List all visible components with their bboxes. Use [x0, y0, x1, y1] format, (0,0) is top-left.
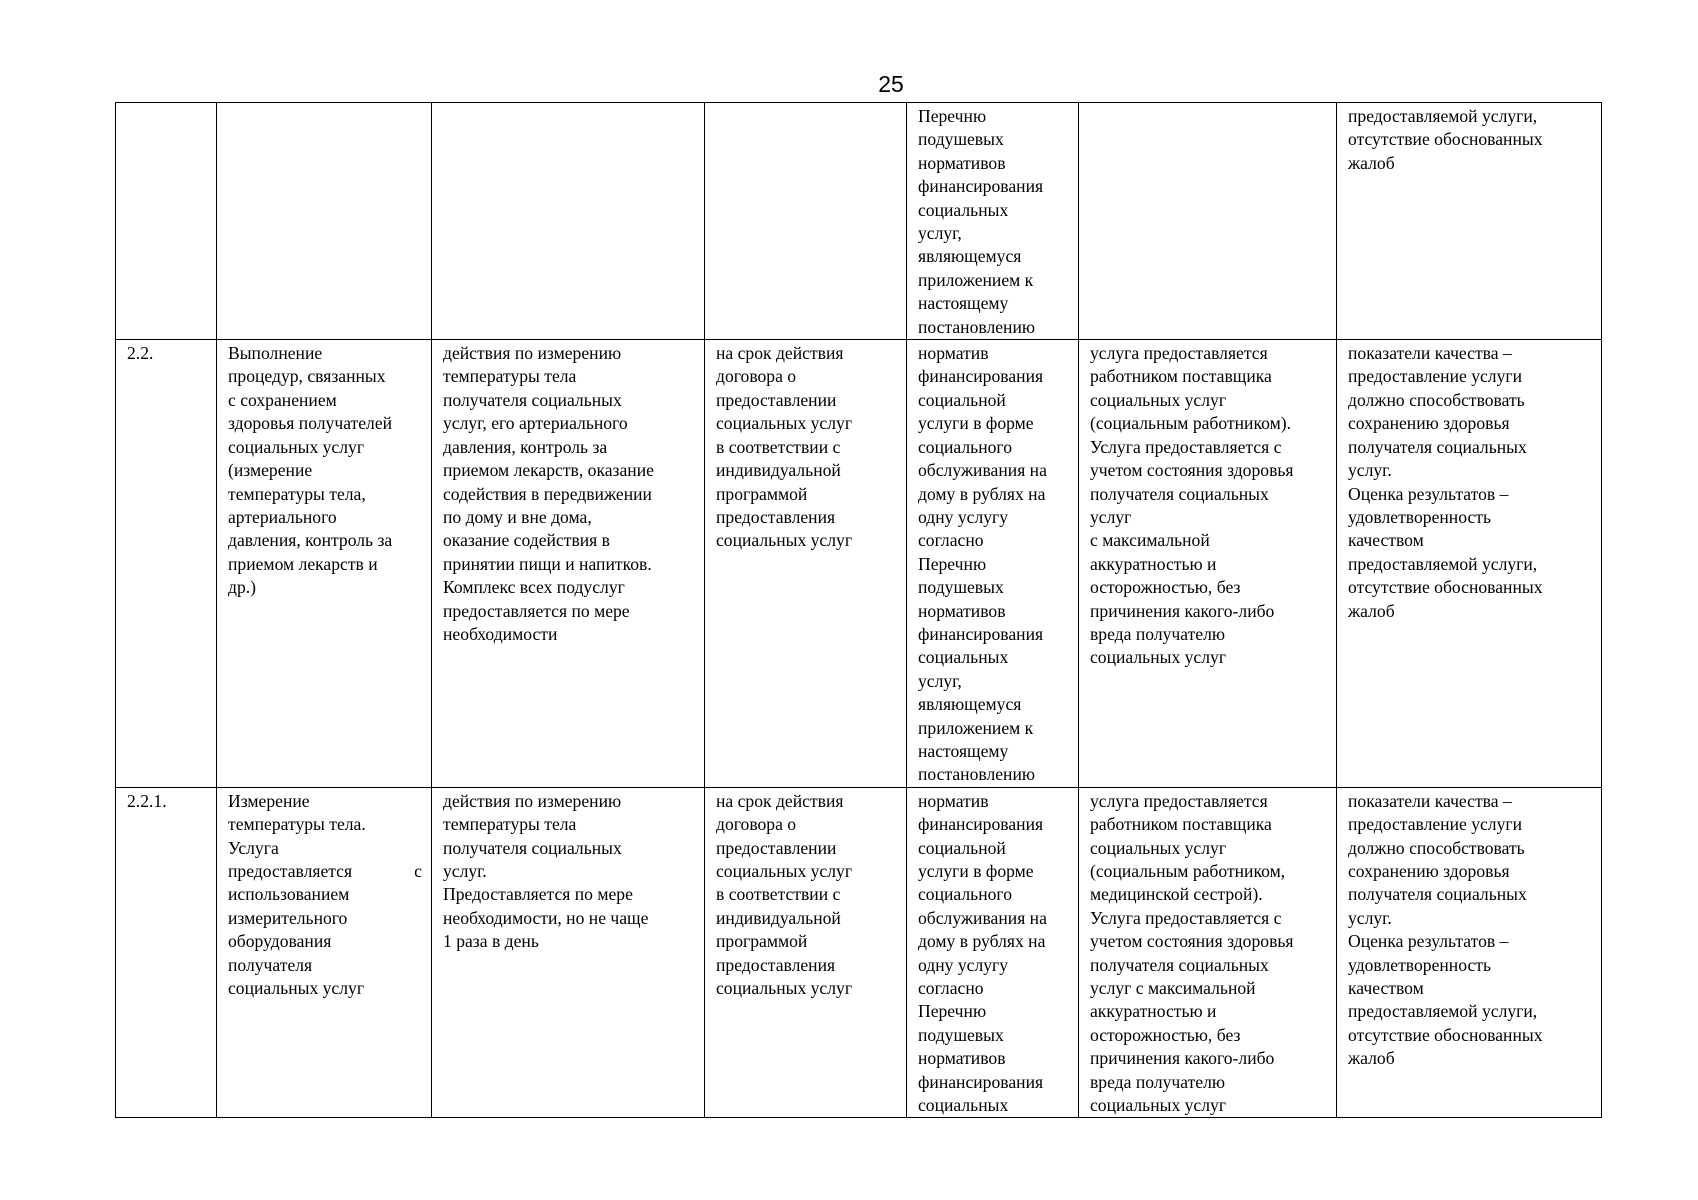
name-line: Измерение	[228, 790, 310, 811]
name-line: оборудования	[228, 931, 332, 952]
cell-financing-norm: норматив финансирования социальной услуги в форме социального обслуживания на дому в рублях на одну услугу согласно Перечню подушевых нормативов финансирования социальных	[907, 787, 1079, 1118]
table-row	[116, 340, 1602, 788]
name-line: предоставляется с	[228, 861, 422, 881]
cell-service-name	[217, 103, 432, 340]
cell-number: 2.2.1.	[116, 787, 217, 1118]
cell-financing-norm: норматив финансирования социальной услуги в форме социального обслуживания на дому в рублях на одну услугу согласно Перечню подушевых нормативов финансирования социальных услуг, являющемуся приложением к настоящему постановлению	[907, 340, 1079, 788]
name-line: Услуга	[228, 837, 279, 858]
cell-term: на срок действия договора о предоставлении социальных услуг в соответствии с индивидуальной программой предоставления социальных услуг	[705, 340, 907, 788]
name-line: социальных услуг	[228, 978, 365, 999]
cell-quality: показатели качества – предоставление услуги должно способствовать сохранению здоровья получателя социальных услуг. Оценка результатов – удовлетворенность качеством предоставляемой услуги, отсутствие обоснованных жалоб	[1337, 787, 1602, 1118]
cell-number: 2.2.	[116, 340, 217, 788]
name-line: получателя	[228, 954, 313, 975]
name-line: использованием	[228, 884, 350, 905]
name-line: температуры тела.	[228, 814, 366, 835]
table-row	[116, 103, 1602, 340]
cell-conditions: услуга предоставляется работником поставщика социальных услуг (социальным работником). Услуга предоставляется с учетом состояния здоровья получателя социальных услуг с максимальной аккуратностью и осторожностью, без причинения какого-либо вреда получателю социальных услуг	[1079, 340, 1337, 788]
services-table	[115, 102, 1602, 1118]
page-number: 25	[878, 71, 904, 97]
cell-conditions: услуга предоставляется работником поставщика социальных услуг (социальным работником, медицинской сестрой). Услуга предоставляется с учетом состояния здоровья получателя социальных услуг с максимальной аккуратностью и осторожностью, без причинения какого-либо вреда получателю социальных услуг	[1079, 787, 1337, 1118]
cell-service-content	[432, 103, 705, 340]
cell-quality: показатели качества – предоставление услуги должно способствовать сохранению здоровья получателя социальных услуг. Оценка результатов – удовлетворенность качеством предоставляемой услуги, отсутствие обоснованных жалоб	[1337, 340, 1602, 788]
cell-service-content: действия по измерению температуры тела получателя социальных услуг, его артериального давления, контроль за приемом лекарств, оказание содействия в передвижении по дому и вне дома, оказание содействия в принятии пищи и напитков. Комплекс всех подуслуг предоставляется по мере необходимости	[432, 340, 705, 788]
cell-term	[705, 103, 907, 340]
name-line: измерительного	[228, 907, 348, 928]
cell-number	[116, 103, 217, 340]
cell-financing-norm: Перечню подушевых нормативов финансирования социальных услуг, являющемуся приложением к настоящему постановлению	[907, 103, 1079, 340]
cell-conditions	[1079, 103, 1337, 340]
cell-quality: предоставляемой услуги, отсутствие обоснованных жалоб	[1337, 103, 1602, 340]
table-row	[116, 787, 1602, 1118]
cell-service-name	[217, 787, 432, 1118]
cell-service-content: действия по измерению температуры тела получателя социальных услуг. Предоставляется по мере необходимости, но не чаще 1 раза в день	[432, 787, 705, 1118]
cell-service-name: Выполнение процедур, связанных с сохранением здоровья получателей социальных услуг (измерение температуры тела, артериального давления, контроль за приемом лекарств и др.)	[217, 340, 432, 788]
cell-term: на срок действия договора о предоставлении социальных услуг в соответствии с индивидуальной программой предоставления социальных услуг	[705, 787, 907, 1118]
